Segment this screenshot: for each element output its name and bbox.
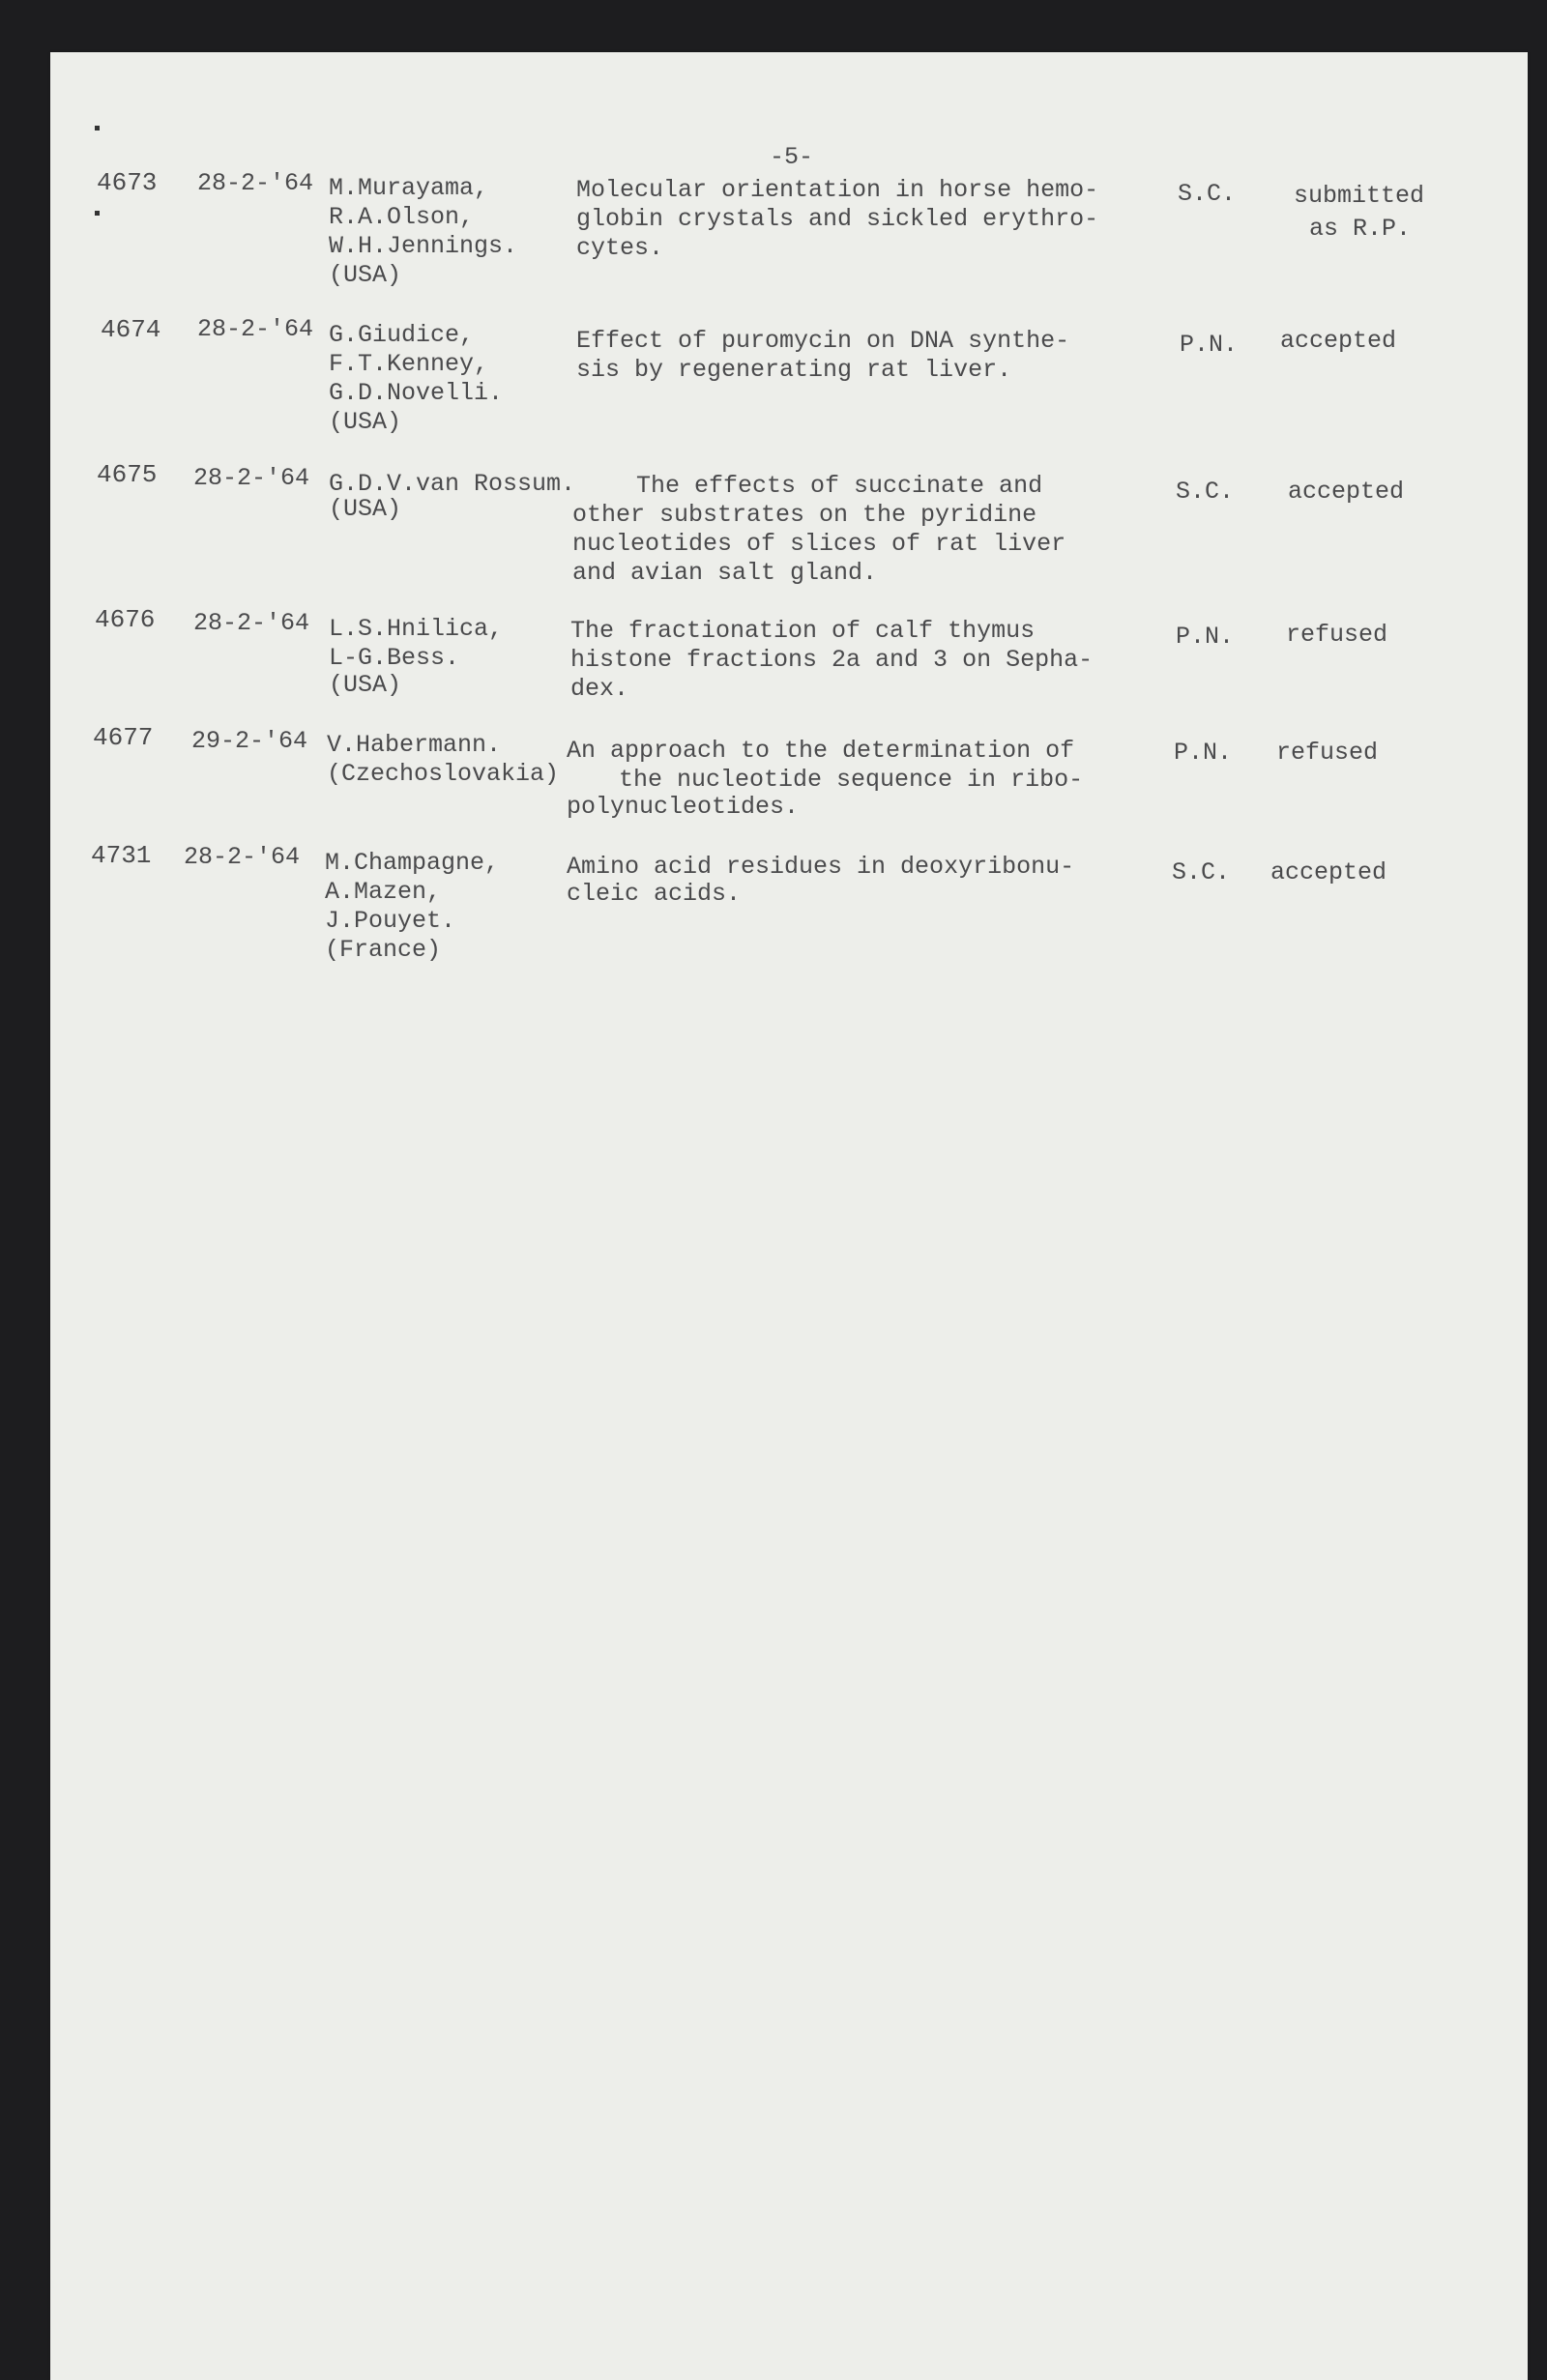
title-line: nucleotides of slices of rat liver — [572, 530, 1066, 558]
author-line: G.D.V.van Rossum. — [329, 470, 576, 498]
author-line: M.Champagne, — [325, 849, 500, 877]
author-line: L-G.Bess. — [329, 644, 460, 672]
entry-date: 28-2-'64 — [197, 315, 314, 343]
journal-code: S.C. — [1172, 858, 1231, 886]
title-line: cleic acids. — [567, 880, 742, 908]
author-line: (USA) — [329, 408, 402, 436]
title-line: globin crystals and sickled erythro- — [576, 205, 1099, 233]
author-line: W.H.Jennings. — [329, 232, 518, 260]
author-line: (USA) — [329, 495, 402, 523]
title-line: cytes. — [576, 234, 664, 262]
status-text: accepted — [1270, 858, 1387, 886]
margin-mark — [95, 126, 100, 131]
journal-code: S.C. — [1178, 180, 1237, 208]
author-line: G.Giudice, — [329, 321, 475, 349]
author-line: M.Murayama, — [329, 174, 489, 202]
title-line: the nucleotide sequence in ribo- — [619, 766, 1084, 794]
status-text: submitted — [1294, 182, 1425, 210]
page-number: -5- — [770, 143, 814, 171]
author-line: R.A.Olson, — [329, 203, 475, 231]
title-line: An approach to the determination of — [567, 737, 1075, 765]
title-line: sis by regenerating rat liver. — [576, 356, 1012, 384]
entry-number: 4676 — [95, 605, 156, 634]
journal-code: S.C. — [1176, 478, 1235, 506]
entry-date: 28-2-'64 — [193, 464, 310, 492]
author-line: (Czechoslovakia) — [327, 760, 560, 788]
journal-code: P.N. — [1180, 331, 1239, 359]
title-line: histone fractions 2a and 3 on Sepha- — [570, 646, 1094, 674]
status-text: as R.P. — [1309, 215, 1412, 243]
author-line: G.D.Novelli. — [329, 379, 504, 407]
status-text: refused — [1276, 739, 1379, 767]
margin-mark — [95, 211, 100, 216]
entry-number: 4674 — [101, 315, 161, 344]
entry-number: 4673 — [97, 168, 158, 197]
author-line: F.T.Kenney, — [329, 350, 489, 378]
entry-date: 28-2-'64 — [197, 169, 314, 197]
author-line: (France) — [325, 936, 442, 964]
title-line: dex. — [570, 675, 629, 703]
title-line: and avian salt gland. — [572, 559, 878, 587]
status-text: accepted — [1288, 478, 1405, 506]
entry-number: 4731 — [91, 841, 152, 870]
document-page — [50, 52, 1528, 2380]
author-line: L.S.Hnilica, — [329, 615, 504, 643]
author-line: V.Habermann. — [327, 731, 502, 759]
title-line: polynucleotides. — [567, 793, 800, 821]
title-line: The fractionation of calf thymus — [570, 617, 1036, 645]
author-line: (USA) — [329, 261, 402, 289]
entry-number: 4677 — [93, 723, 154, 752]
status-text: refused — [1286, 621, 1388, 649]
status-text: accepted — [1280, 327, 1397, 355]
author-line: (USA) — [329, 671, 402, 699]
entry-date: 28-2-'64 — [193, 609, 310, 637]
title-line: Molecular orientation in horse hemo- — [576, 176, 1099, 204]
journal-code: P.N. — [1174, 739, 1233, 767]
entry-date: 28-2-'64 — [184, 843, 301, 871]
title-line: other substrates on the pyridine — [572, 501, 1037, 529]
entry-date: 29-2-'64 — [191, 727, 308, 755]
entry-number: 4675 — [97, 460, 158, 489]
journal-code: P.N. — [1176, 623, 1235, 651]
title-line: Effect of puromycin on DNA synthe- — [576, 327, 1070, 355]
title-line: The effects of succinate and — [636, 472, 1043, 500]
author-line: J.Pouyet. — [325, 907, 456, 935]
author-line: A.Mazen, — [325, 878, 442, 906]
title-line: Amino acid residues in deoxyribonu- — [567, 853, 1075, 881]
